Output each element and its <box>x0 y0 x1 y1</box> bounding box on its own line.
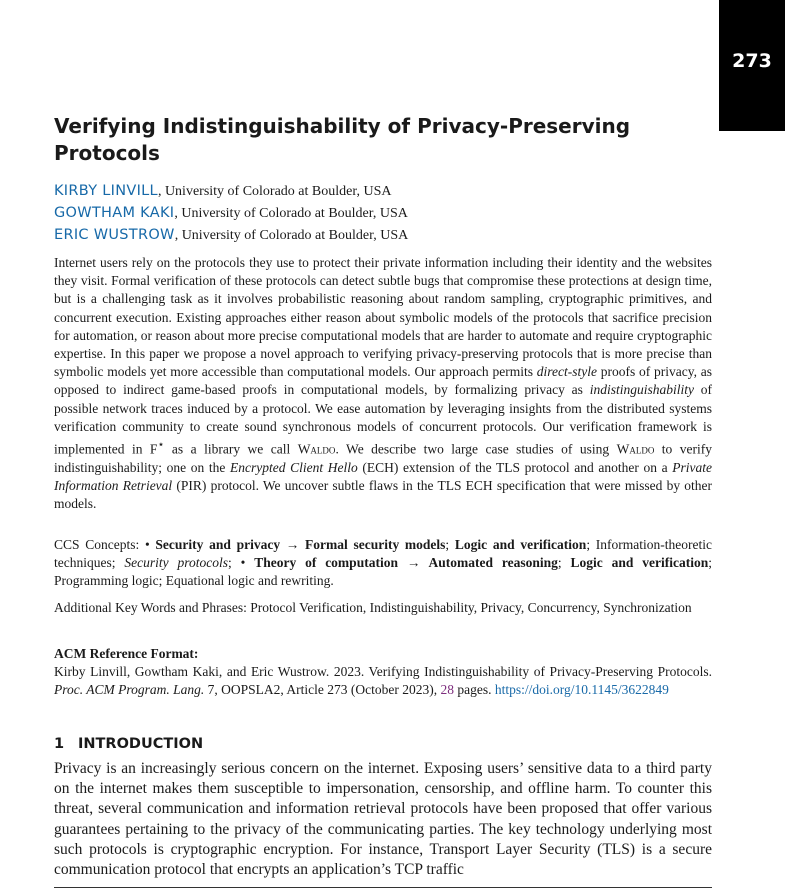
reference-text: pages. <box>453 682 495 698</box>
ccs-text: ; • <box>227 555 255 571</box>
reference-format-heading: ACM Reference Format: <box>54 646 199 661</box>
abstract-text: . We describe two large case studies of using <box>335 441 617 457</box>
ccs-concept: Logic and verification <box>570 555 709 571</box>
author-affiliation: , University of Colorado at Boulder, USA <box>174 206 408 221</box>
author-affiliation: , University of Colorado at Boulder, USA <box>174 228 409 243</box>
author-list <box>54 180 694 246</box>
paper-title: Verifying Indistinguishability of Privacy-Preserving Protocols <box>54 114 631 165</box>
tool-name: Waldo <box>616 441 655 457</box>
ccs-concept: Security and privacy → Formal security models <box>155 537 446 552</box>
author-entry <box>54 180 694 202</box>
section-heading <box>54 734 203 754</box>
abstract-emphasis: Encrypted Client Hello <box>229 459 358 475</box>
abstract-superscript: ⋆ <box>157 439 165 452</box>
abstract-text: of possible network traces induced by a protocol. We ease automation by leveraging insights from the distributed systems verification community to create sound synchronous models of concurrent protocols. Our verification framework is implemented in F <box>54 382 713 457</box>
tool-name: Waldo <box>297 441 336 457</box>
abstract-text: (ECH) extension of the TLS protocol and another on a <box>357 459 673 475</box>
ccs-text: ; Programming logic; Equational logic and rewriting. <box>54 555 712 589</box>
author-entry <box>54 224 694 246</box>
section-number: 1 <box>54 736 65 752</box>
abstract-text: to verify indistinguishability; one on the <box>54 441 712 475</box>
author-name[interactable]: GOWTHAM KAKI <box>54 205 175 221</box>
abstract <box>54 254 712 513</box>
abstract-text: as a library we call <box>164 441 298 457</box>
article-number-badge <box>719 0 785 131</box>
page-count-link[interactable]: 28 <box>440 682 454 698</box>
section-title: INTRODUCTION <box>78 736 204 752</box>
author-entry <box>54 202 694 224</box>
ccs-concept: Logic and verification <box>454 537 587 552</box>
journal-name: Proc. ACM Program. Lang. <box>54 682 205 698</box>
page-bottom-rule <box>54 887 712 888</box>
ccs-text: ; Information-theoretic techniques; <box>54 537 712 571</box>
keywords: Additional Key Words and Phrases: Protocol Verification, Indistinguishability, Privacy, Concurrency, Synchronization <box>54 600 692 615</box>
ccs-text: ; <box>557 555 571 571</box>
article-number: 273 <box>732 50 772 72</box>
doi-link[interactable]: https://doi.org/10.1145/3622849 <box>494 682 669 698</box>
abstract-emphasis: direct-style <box>536 364 597 380</box>
ccs-concept-italic: Security protocols <box>124 555 228 571</box>
author-affiliation: , University of Colorado at Boulder, USA <box>157 184 392 199</box>
ccs-concept: Theory of computation → Automated reasoning <box>254 555 558 571</box>
reference-text: Kirby Linvill, Gowtham Kaki, and Eric Wustrow. 2023. Verifying Indistinguishability of Privacy-Preserving Protocols. <box>54 664 712 679</box>
intro-paragraph: Privacy is an increasingly serious concern on the internet. Exposing users’ sensitive data to a third party on the internet makes them susceptible to impersonation, censorship, and offline harm. To counter this threat, several communication and information retrieval protocols have been proposed that offer various guarantees pertaining to the privacy of the communicating parties. The key technology underlying most such protocols is cryptographic encryption. For instance, Transport Layer Security (TLS) is a secure communication protocol that encrypts an application’s TCP traffic <box>54 760 712 879</box>
abstract-text: (PIR) protocol. We uncover subtle flaws in the TLS ECH specification that were missed by other models. <box>54 477 713 512</box>
ccs-text: ; <box>445 537 455 552</box>
abstract-text: proofs of privacy, as opposed to indirect game-based proofs in computational models, by formalizing privacy as <box>54 364 712 398</box>
author-name[interactable]: ERIC WUSTROW <box>54 227 175 243</box>
reference-text: 7, OOPSLA2, Article 273 (October 2023), <box>204 682 441 698</box>
author-name[interactable]: KIRBY LINVILL <box>54 183 158 199</box>
ccs-label: CCS Concepts: • <box>54 537 156 552</box>
ccs-concepts <box>54 536 712 591</box>
abstract-emphasis: Private Information Retrieval <box>54 459 712 493</box>
reference-format <box>54 663 712 699</box>
abstract-emphasis: indistinguishability <box>589 382 694 398</box>
abstract-text: Internet users rely on the protocols they use to protect their private information including their identity and the websites they visit. Formal verification of these protocols can detect subtle bugs that compromise these protections at design time, but is a challenging task as it involves probabilistic reasoning about random sampling, cryptographic primitives, and concurrent execution. Existing approaches either reason about symbolic models of the protocols that sacrifice precision for automation, or reason about more precise computational models that are harder to automate and require cryptographic expertise. In this paper we propose a novel approach to verifying privacy-preserving protocols that is more precise than symbolic models yet more accessible than computational models. Our approach permits <box>54 255 712 380</box>
